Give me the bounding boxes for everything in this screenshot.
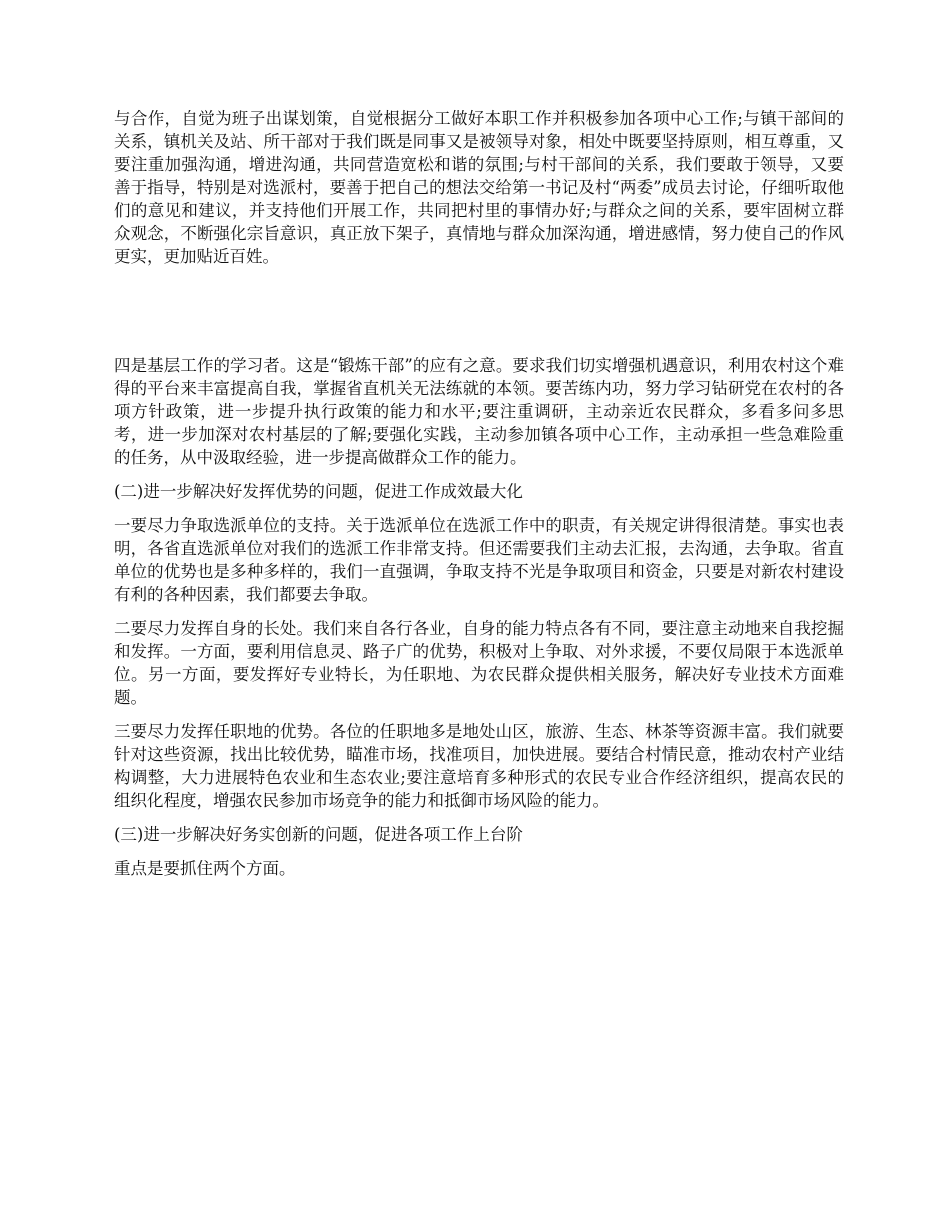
section-heading-2: (二)进一步解决好发挥优势的问题，促进工作成效最大化 — [114, 482, 523, 501]
paragraph-own-strengths: 二要尽力发挥自身的长处。我们来自各行各业，自身的能力特点各有不同，要注意主动地来自我挖掘和发挥。一方面，要利用信息灵、路子广的优势，积极对上争取、对外求援，不要仅局限于本选派单位。另一方面，要发挥好专业特长，为任职地、为农民群众提供相关服务，解决好专业技术方面难题。 — [114, 619, 844, 707]
document-body — [114, 107, 844, 891]
paragraph-relations: 与合作，自觉为班子出谋划策，自觉根据分工做好本职工作并积极参加各项中心工作;与镇干部间的关系，镇机关及站、所干部对于我们既是同事又是被领导对象，相处中既要坚持原则，相互尊重，又要注重加强沟通，增进沟通，共同营造宽松和谐的氛围;与村干部间的关系，我们要敢于领导，又要善于指导，特别是对选派村，要善于把自己的想法交给第一书记及村“两委”成员去讨论，仔细听取他们的意见和建议，并支持他们开展工作，共同把村里的事情办好;与群众之间的关系，要牢固树立群众观念，不断强化宗旨意识，真正放下架子，真情地与群众加深沟通，增进感情，努力使自己的作风更实，更加贴近百姓。 — [114, 109, 844, 266]
paragraph-key-points: 重点是要抓住两个方面。 — [114, 859, 296, 878]
paragraph-learner: 四是基层工作的学习者。这是“锻炼干部”的应有之意。要求我们切实增强机遇意识，利用农村这个难得的平台来丰富提高自我，掌握省直机关无法练就的本领。要苦练内功，努力学习钻研党在农村的各项方针政策，进一步提升执行政策的能力和水平;要注重调研，主动亲近农民群众，多看多问多思考，进一步加深对农村基层的了解;要强化实践，主动参加镇各项中心工作，主动承担一些急难险重的任务，从中汲取经验，进一步提高做群众工作的能力。 — [114, 356, 844, 467]
paragraph-unit-support: 一要尽力争取选派单位的支持。关于选派单位在选派工作中的职责，有关规定讲得很清楚。事实也表明，各省直选派单位对我们的选派工作非常支持。但还需要我们主动去汇报，去沟通，去争取。省直单位的优势也是多种多样的，我们一直强调，争取支持不光是争取项目和资金，只要是对新农村建设有利的各种因素，我们都要去争取。 — [114, 516, 844, 604]
paragraph-gap — [114, 268, 844, 354]
section-heading-3: (三)进一步解决好务实创新的问题，促进各项工作上台阶 — [114, 825, 523, 844]
paragraph-local-advantages: 三要尽力发挥任职地的优势。各位的任职地多是地处山区，旅游、生态、林茶等资源丰富。我们就要针对这些资源，找出比较优势，瞄准市场，找准项目，加快进展。要结合村情民意，推动农村产业结构调整，大力进展特色农业和生态农业;要注意培育多种形式的农民专业合作经济组织，提高农民的组织化程度，增强农民参加市场竞争的能力和抵御市场风险的能力。 — [114, 722, 844, 810]
